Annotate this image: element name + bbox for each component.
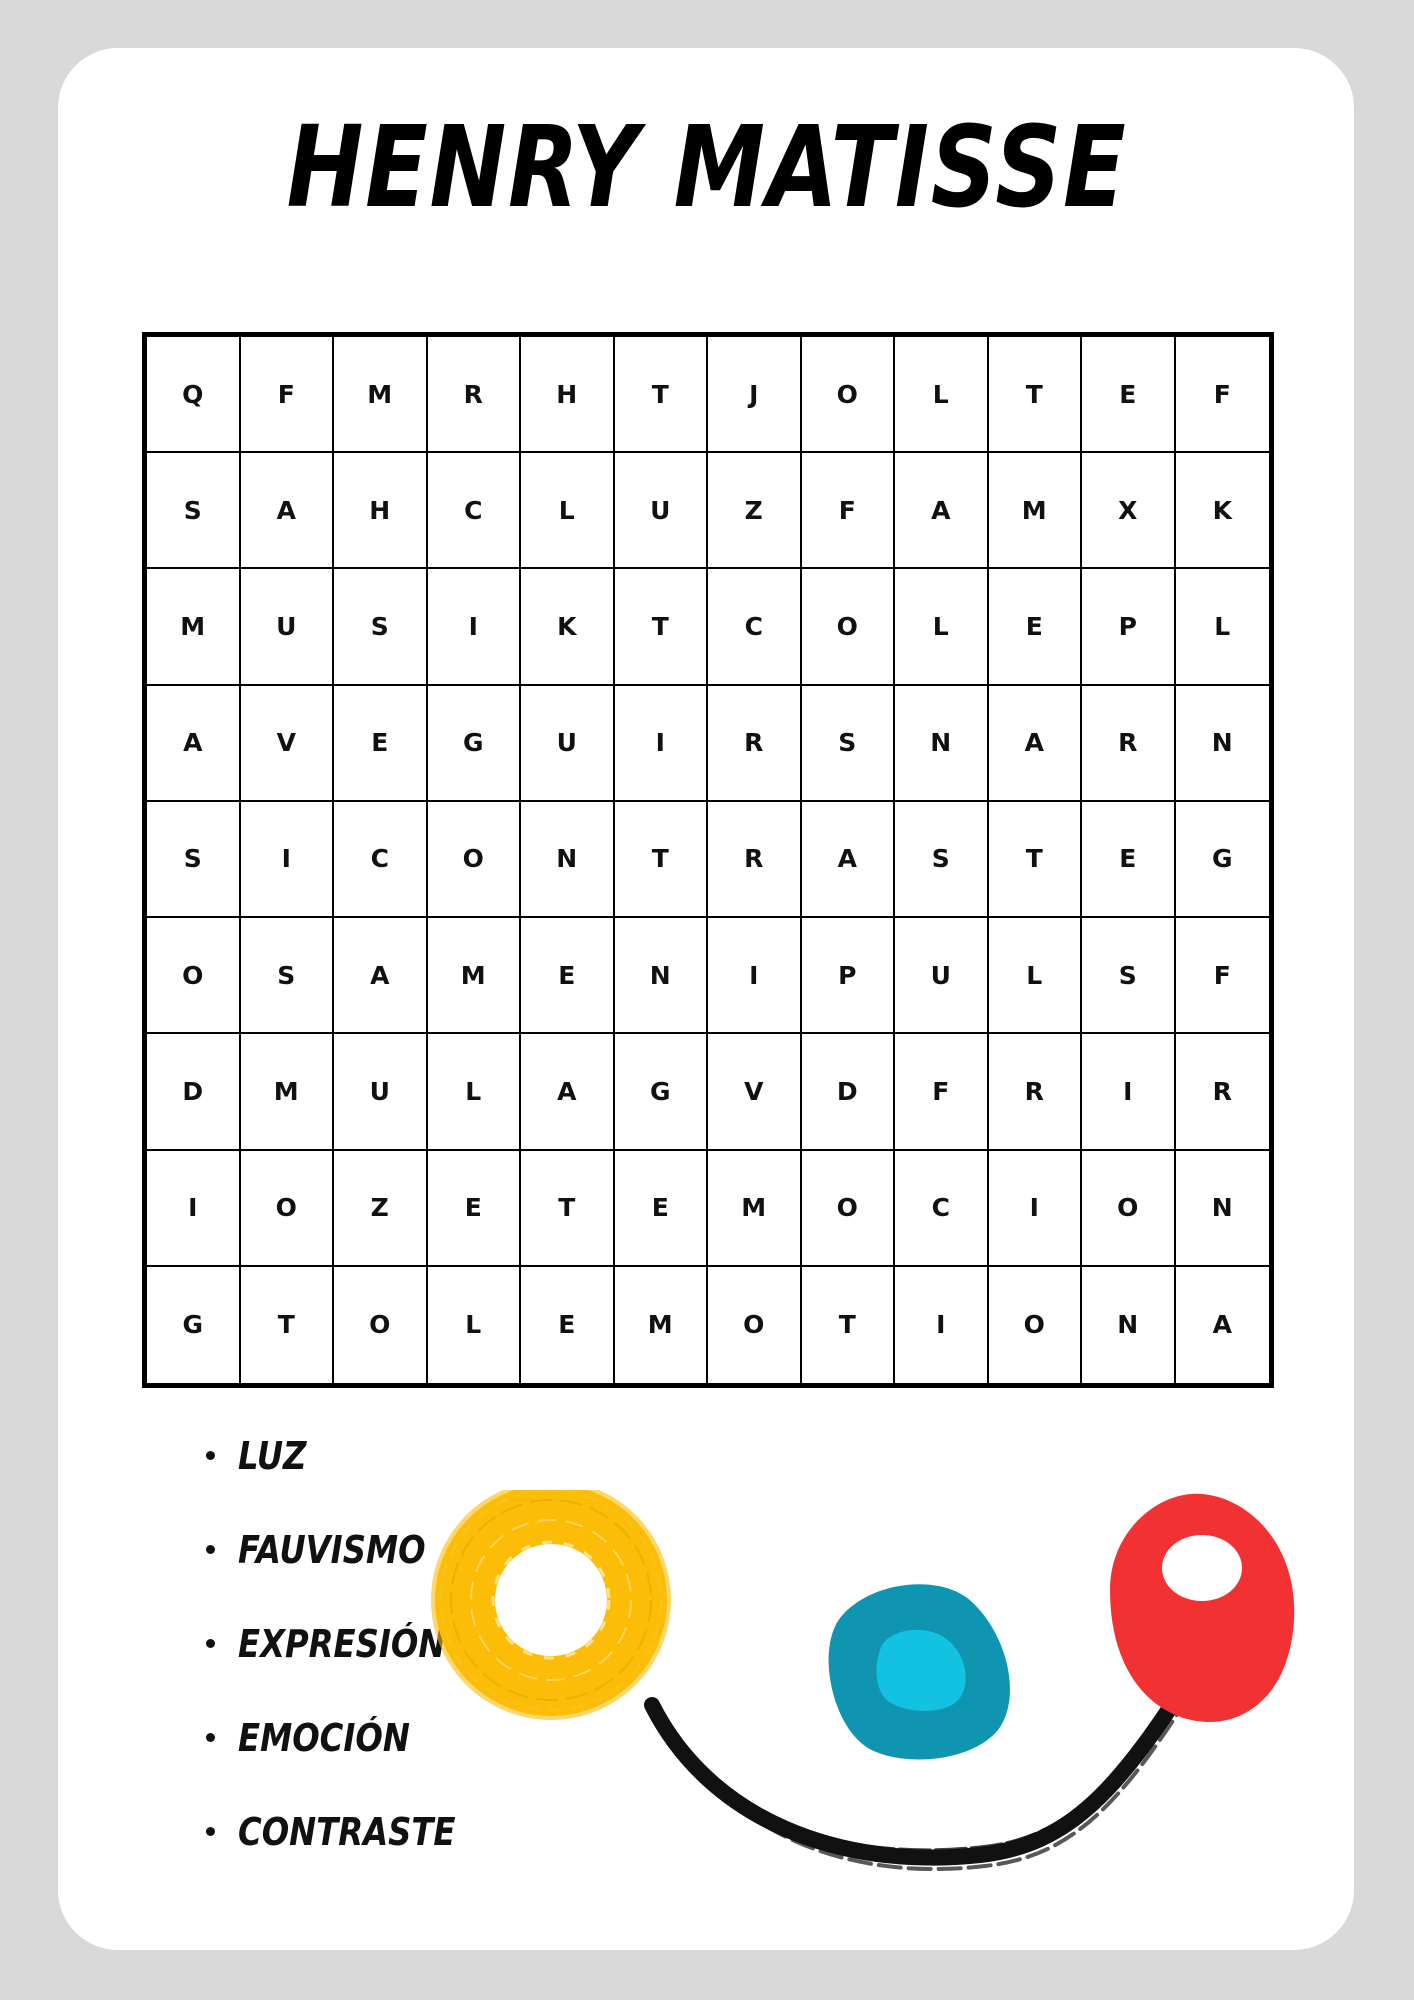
word-label: CONTRASTE (238, 1810, 456, 1854)
grid-cell[interactable]: E (1082, 337, 1176, 453)
grid-cell[interactable]: U (521, 686, 615, 802)
grid-cell[interactable]: N (1176, 686, 1270, 802)
grid-cell[interactable]: T (521, 1151, 615, 1267)
grid-cell[interactable]: S (147, 453, 241, 569)
grid-cell[interactable]: Z (708, 453, 802, 569)
grid-cell[interactable]: T (615, 802, 709, 918)
grid-cell[interactable]: K (1176, 453, 1270, 569)
grid-cell[interactable]: D (147, 1034, 241, 1150)
grid-cell[interactable]: G (615, 1034, 709, 1150)
word-label: EMOCIÓN (238, 1716, 410, 1760)
grid-cell[interactable]: L (428, 1034, 522, 1150)
grid-cell[interactable]: T (989, 337, 1083, 453)
grid-cell[interactable]: M (147, 569, 241, 685)
grid-cell[interactable]: A (802, 802, 896, 918)
grid-cell[interactable]: L (1176, 569, 1270, 685)
grid-cell[interactable]: E (615, 1151, 709, 1267)
grid-cell[interactable]: C (428, 453, 522, 569)
grid-cell[interactable]: F (895, 1034, 989, 1150)
grid-cell[interactable]: Q (147, 337, 241, 453)
grid-cell[interactable]: H (521, 337, 615, 453)
grid-cell[interactable]: R (708, 686, 802, 802)
grid-cell[interactable]: F (802, 453, 896, 569)
grid-cell[interactable]: A (895, 453, 989, 569)
grid-cell[interactable]: F (1176, 918, 1270, 1034)
bullet-icon (206, 1545, 215, 1554)
grid-cell[interactable]: U (895, 918, 989, 1034)
grid-cell[interactable]: C (334, 802, 428, 918)
grid-cell[interactable]: G (1176, 802, 1270, 918)
grid-cell[interactable]: P (802, 918, 896, 1034)
grid-cell[interactable]: I (1082, 1034, 1176, 1150)
grid-cell[interactable]: O (708, 1267, 802, 1383)
grid-cell[interactable]: E (989, 569, 1083, 685)
grid-cell[interactable]: A (1212, 1310, 1232, 1340)
grid-cell[interactable]: T (615, 569, 709, 685)
grid-cell[interactable]: E (428, 1151, 522, 1267)
grid-cell[interactable]: A (989, 686, 1083, 802)
grid-cell[interactable]: E (521, 1267, 615, 1383)
grid-cell[interactable]: H (334, 453, 428, 569)
grid-cell[interactable]: M (615, 1267, 709, 1383)
grid-cell[interactable]: R (1176, 1034, 1270, 1150)
yellow-brush-circle-icon (433, 1490, 669, 1718)
grid-cell[interactable]: K (521, 569, 615, 685)
grid-cell[interactable]: O (1082, 1151, 1176, 1267)
grid-cell[interactable]: O (334, 1267, 428, 1383)
grid-cell[interactable]: A (334, 918, 428, 1034)
page-title: HENRY MATISSE (286, 103, 1128, 233)
bullet-icon (206, 1827, 215, 1836)
teal-blob-icon (829, 1584, 1010, 1759)
grid-cell[interactable]: N (521, 802, 615, 918)
grid-cell[interactable]: T (989, 802, 1083, 918)
grid-cell[interactable]: R (428, 337, 522, 453)
grid-cell[interactable]: S (241, 918, 335, 1034)
word-label: LUZ (238, 1434, 307, 1478)
grid-cell[interactable]: G (428, 686, 522, 802)
grid-cell[interactable]: L (895, 569, 989, 685)
grid-cell[interactable]: M (334, 337, 428, 453)
grid-cell[interactable]: O (802, 337, 896, 453)
word-label: EXPRESIÓN (238, 1622, 446, 1666)
grid-cell[interactable]: A (521, 1034, 615, 1150)
bullet-icon (206, 1451, 215, 1460)
grid-cell[interactable]: S (802, 686, 896, 802)
grid-cell[interactable]: U (615, 453, 709, 569)
grid-cell[interactable]: M (428, 918, 522, 1034)
grid-cell[interactable]: C (708, 569, 802, 685)
grid-cell[interactable]: O (241, 1151, 335, 1267)
grid-cell[interactable]: I (989, 1151, 1083, 1267)
grid-cell[interactable]: L (521, 453, 615, 569)
grid-cell[interactable]: N (615, 918, 709, 1034)
grid-cell[interactable]: F (1176, 337, 1270, 453)
grid-cell[interactable]: I (895, 1267, 989, 1383)
grid-cell[interactable]: E (334, 686, 428, 802)
grid-cell[interactable]: D (802, 1034, 896, 1150)
grid-cell[interactable]: V (708, 1034, 802, 1150)
grid-cell[interactable]: O (428, 802, 522, 918)
grid-cell[interactable]: U (241, 569, 335, 685)
grid-cell[interactable]: V (241, 686, 335, 802)
grid-cell[interactable]: L (895, 337, 989, 453)
word-label: FAUVISMO (238, 1528, 426, 1572)
grid-cell[interactable]: U (334, 1034, 428, 1150)
grid-cell[interactable]: L (989, 918, 1083, 1034)
grid-cell[interactable]: S (147, 802, 241, 918)
grid-cell[interactable]: Z (334, 1151, 428, 1267)
grid-cell[interactable]: X (1082, 453, 1176, 569)
grid-cell[interactable]: N (895, 686, 989, 802)
grid-cell[interactable]: M (708, 1151, 802, 1267)
grid-cell[interactable]: P (1082, 569, 1176, 685)
grid-cell[interactable]: N (1176, 1151, 1270, 1267)
grid-cell[interactable]: T (802, 1267, 896, 1383)
grid-cell[interactable]: T (241, 1267, 335, 1383)
grid-cell[interactable]: R (708, 802, 802, 918)
grid-cell[interactable]: R (989, 1034, 1083, 1150)
grid-cell[interactable]: O (147, 918, 241, 1034)
grid-cell[interactable]: S (334, 569, 428, 685)
grid-cell[interactable]: E (1082, 802, 1176, 918)
grid-cell[interactable]: O (802, 569, 896, 685)
grid-cell[interactable]: S (1082, 918, 1176, 1034)
grid-cell[interactable]: R (1082, 686, 1176, 802)
grid-cell[interactable]: F (241, 337, 335, 453)
grid-cell[interactable]: I (708, 918, 802, 1034)
grid-cell[interactable]: C (895, 1151, 989, 1267)
bullet-icon (206, 1733, 215, 1742)
grid-cell[interactable]: I (615, 686, 709, 802)
word-search-grid (142, 332, 1274, 1388)
grid-cell[interactable]: J (708, 337, 802, 453)
grid-cell[interactable]: I (147, 1151, 241, 1267)
grid-cell[interactable]: E (521, 918, 615, 1034)
red-blob-icon (1110, 1494, 1294, 1722)
grid-cell[interactable]: G (147, 1267, 241, 1383)
grid-cell[interactable]: M (989, 453, 1083, 569)
grid-cell[interactable]: O (989, 1267, 1083, 1383)
grid-cell[interactable]: S (895, 802, 989, 918)
grid-cell[interactable]: T (615, 337, 709, 453)
grid-cell[interactable]: I (428, 569, 522, 685)
grid-cell[interactable]: O (802, 1151, 896, 1267)
grid-cell[interactable]: I (241, 802, 335, 918)
grid-cell[interactable]: L (428, 1267, 522, 1383)
grid-cell[interactable]: A (147, 686, 241, 802)
grid-cell[interactable]: A (241, 453, 335, 569)
decorative-illustration (420, 1490, 1320, 1910)
grid-cell[interactable]: N (1082, 1267, 1176, 1383)
grid-cell[interactable]: M (241, 1034, 335, 1150)
bullet-icon (206, 1639, 215, 1648)
